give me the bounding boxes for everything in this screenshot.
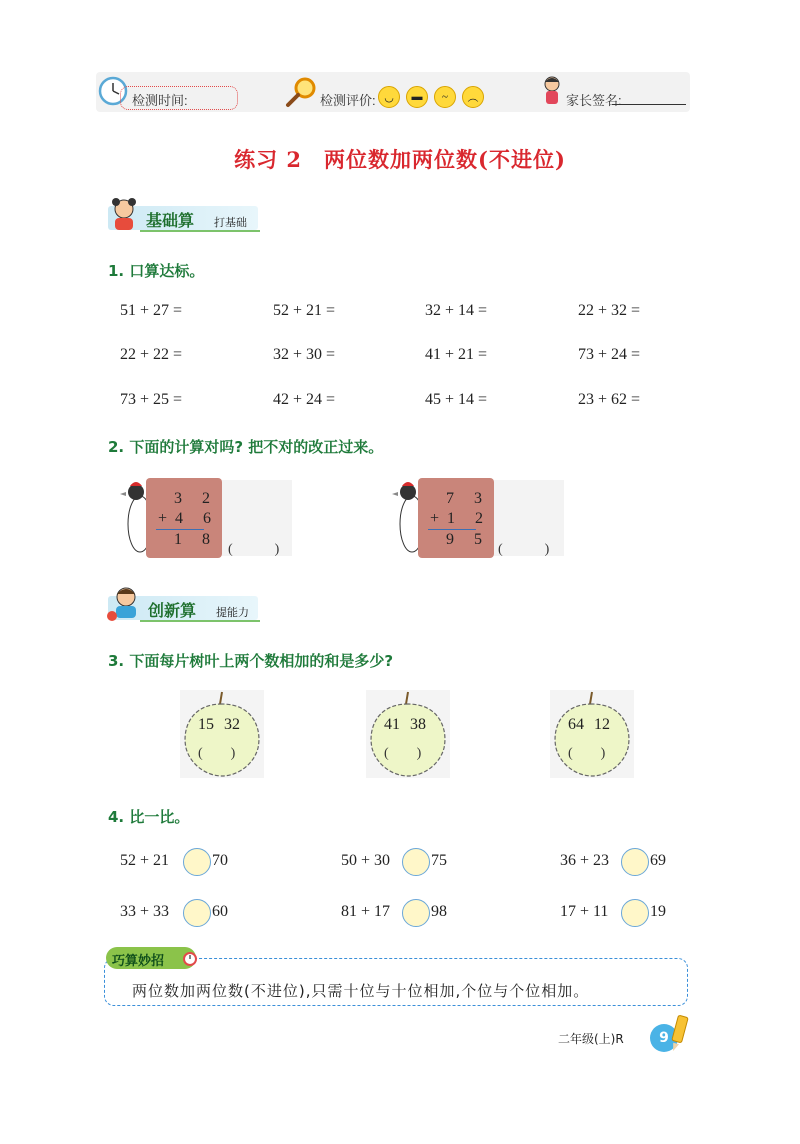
compare-left: 17 + 11 xyxy=(560,903,609,920)
section2-subtitle: 提能力 xyxy=(216,606,249,619)
page-title: 练习 2 两位数加两位数(不进位) xyxy=(234,147,566,172)
q4-prompt: 4. 比一比。 xyxy=(108,808,190,826)
compare-right: 60 xyxy=(212,903,228,920)
leaf-answer[interactable]: ( ) xyxy=(568,746,606,761)
q1-item: 32 + 14 = xyxy=(425,302,488,319)
leaf-numbers: 41 38 xyxy=(384,716,426,733)
calc-addend: +1 2 xyxy=(430,510,492,527)
calc-result: 9 5 xyxy=(446,531,490,548)
compare-right: 98 xyxy=(431,903,447,920)
calc-top: 3 2 xyxy=(174,490,218,507)
grade-label: 二年级(上)R xyxy=(558,1032,624,1046)
q1-item: 52 + 21 = xyxy=(273,302,336,319)
compare-left: 36 + 23 xyxy=(560,852,610,869)
q1-item: 51 + 27 = xyxy=(120,302,183,319)
leaf-numbers: 64 12 xyxy=(568,716,610,733)
sign-field[interactable] xyxy=(612,104,686,105)
child-icon xyxy=(540,74,564,108)
leaf-answer[interactable]: ( ) xyxy=(384,746,422,761)
leaf-numbers: 15 32 xyxy=(198,716,240,733)
sign-label: 家长签名: xyxy=(566,93,622,108)
q1-item: 41 + 21 = xyxy=(425,346,488,363)
answer-paren[interactable]: ( ) xyxy=(498,542,550,557)
pencil-mascot-icon xyxy=(668,1012,692,1052)
worried-face-icon[interactable]: ~ xyxy=(434,86,456,108)
compare-circle[interactable] xyxy=(621,899,649,927)
q1-item: 32 + 30 = xyxy=(273,346,336,363)
leaf-answer[interactable]: ( ) xyxy=(198,746,236,761)
q2-prompt: 2. 下面的计算对吗? 把不对的改正过来。 xyxy=(108,438,384,456)
q1-prompt: 1. 口算达标。 xyxy=(108,262,205,280)
section1-underline xyxy=(140,230,260,232)
calc-line xyxy=(156,529,204,530)
leaf-icon xyxy=(550,690,634,778)
alarm-clock-icon xyxy=(182,950,198,966)
q1-item: 22 + 32 = xyxy=(578,302,641,319)
girl-mascot-icon xyxy=(104,196,144,234)
q3-prompt: 3. 下面每片树叶上两个数相加的和是多少? xyxy=(108,652,394,670)
page-number: 9 xyxy=(650,1024,678,1052)
compare-left: 52 + 21 xyxy=(120,852,170,869)
calc-line xyxy=(428,529,476,530)
boy-mascot-icon xyxy=(104,584,146,624)
grinning-face-icon[interactable]: ▬ xyxy=(406,86,428,108)
calc-top: 7 3 xyxy=(446,490,490,507)
compare-left: 33 + 33 xyxy=(120,903,170,920)
q1-item: 42 + 24 = xyxy=(273,391,336,408)
eval-label: 检测评价: xyxy=(320,93,376,108)
tip-text: 两位数加两位数(不进位),只需十位与十位相加,个位与个位相加。 xyxy=(132,982,590,1000)
calc-result: 1 8 xyxy=(174,531,218,548)
laughing-face-icon[interactable]: ◡ xyxy=(378,86,400,108)
calc-addend: +4 6 xyxy=(158,510,220,527)
leaf-icon xyxy=(180,690,264,778)
q1-item: 23 + 62 = xyxy=(578,391,641,408)
q1-item: 22 + 22 = xyxy=(120,346,183,363)
tip-tag-label: 巧算妙招 xyxy=(112,954,165,969)
section1-title: 基础算 xyxy=(146,211,195,230)
q1-item: 73 + 24 = xyxy=(578,346,641,363)
compare-circle[interactable] xyxy=(183,899,211,927)
magnifier-icon xyxy=(283,76,319,108)
compare-left: 81 + 17 xyxy=(341,903,391,920)
q1-item: 45 + 14 = xyxy=(425,391,488,408)
leaf-icon xyxy=(366,690,450,778)
section1-subtitle: 打基础 xyxy=(214,216,247,229)
compare-right: 69 xyxy=(650,852,666,869)
answer-paren[interactable]: ( ) xyxy=(228,542,280,557)
crying-face-icon[interactable]: ︵ xyxy=(462,86,484,108)
compare-circle[interactable] xyxy=(402,899,430,927)
compare-circle[interactable] xyxy=(621,848,649,876)
compare-right: 70 xyxy=(212,852,228,869)
section2-title: 创新算 xyxy=(148,601,197,620)
compare-circle[interactable] xyxy=(183,848,211,876)
compare-circle[interactable] xyxy=(402,848,430,876)
compare-right: 19 xyxy=(650,903,666,920)
compare-right: 75 xyxy=(431,852,447,869)
q1-item: 73 + 25 = xyxy=(120,391,183,408)
section2-underline xyxy=(140,620,260,622)
compare-left: 50 + 30 xyxy=(341,852,391,869)
time-label: 检测时间: xyxy=(132,93,188,108)
